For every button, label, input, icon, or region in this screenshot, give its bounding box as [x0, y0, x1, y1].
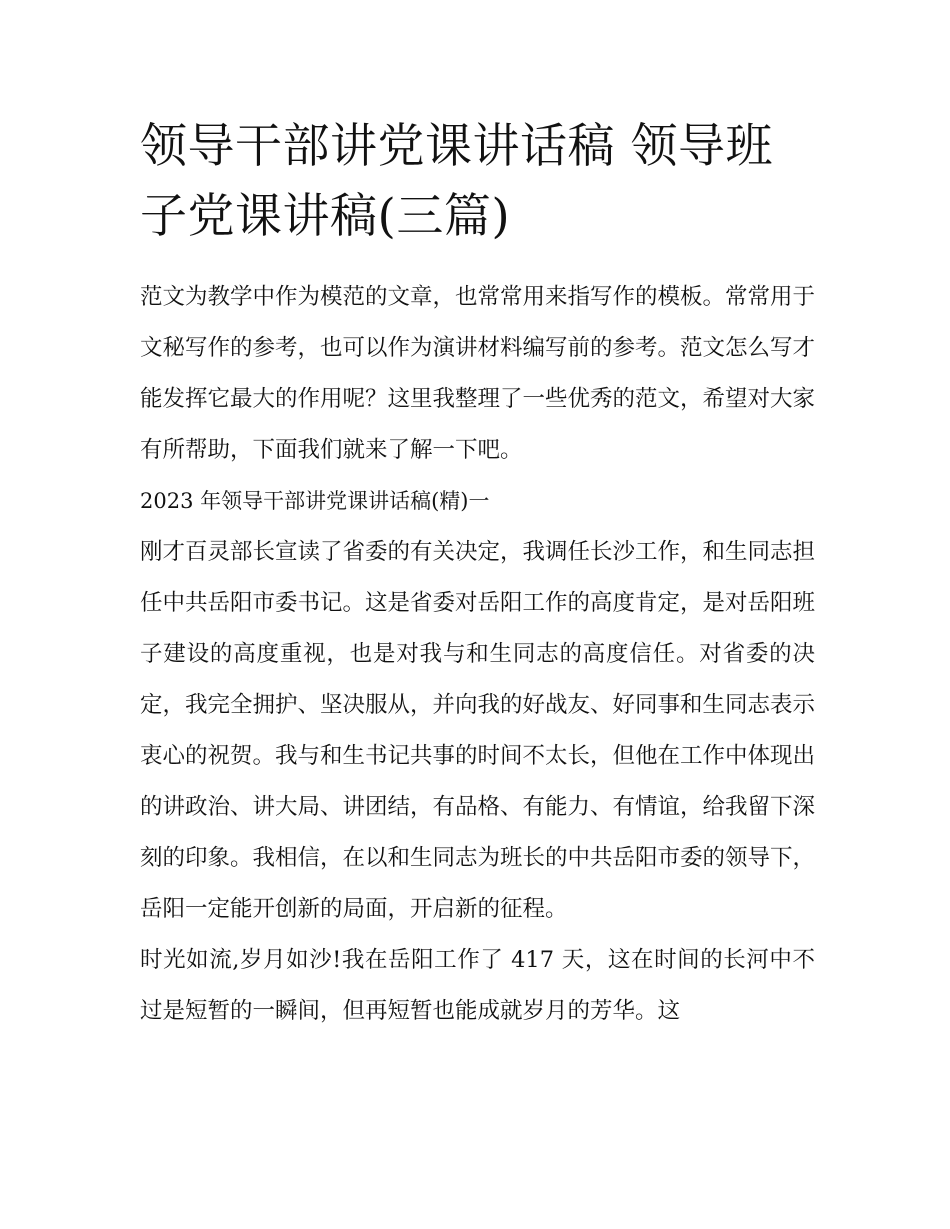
- document-page: [140, 112, 815, 1037]
- body-paragraph-1: 刚才百灵部长宣读了省委的有关决定，我调任长沙工作，和生同志担任中共岳阳市委书记。这是省委对岳阳工作的高度肯定，是对岳阳班子建设的高度重视，也是对我与和生同志的高度信任。对省委的决定，我完全拥护、坚决服从，并向我的好战友、好同事和生同志表示衷心的祝贺。我与和生书记共事的时间不太长，但他在工作中体现出的讲政治、讲大局、讲团结，有品格、有能力、有情谊，给我留下深刻的印象。我相信，在以和生同志为班长的中共岳阳市委的领导下，岳阳一定能开创新的局面，开启新的征程。: [140, 539, 816, 922]
- document-body: [140, 272, 815, 1037]
- intro-paragraph: 范文为教学中作为模范的文章，也常常用来指写作的模板。常常用于文秘写作的参考，也可以作为演讲材料编写前的参考。范文怎么写才能发挥它最大的作用呢？这里我整理了一些优秀的范文，希望对大家有所帮助，下面我们就来了解一下吧。: [140, 284, 816, 463]
- document-title: 领导干部讲党课讲话稿 领导班 子党课讲稿(三篇): [140, 119, 773, 244]
- body-paragraph-2: 时光如流,岁月如沙!我在岳阳工作了 417 天，这在时间的长河中不过是短暂的一瞬间，但再短暂也能成就岁月的芳华。这: [140, 947, 815, 1024]
- section-heading: 2023 年领导干部讲党课讲话稿(精)一: [140, 489, 490, 513]
